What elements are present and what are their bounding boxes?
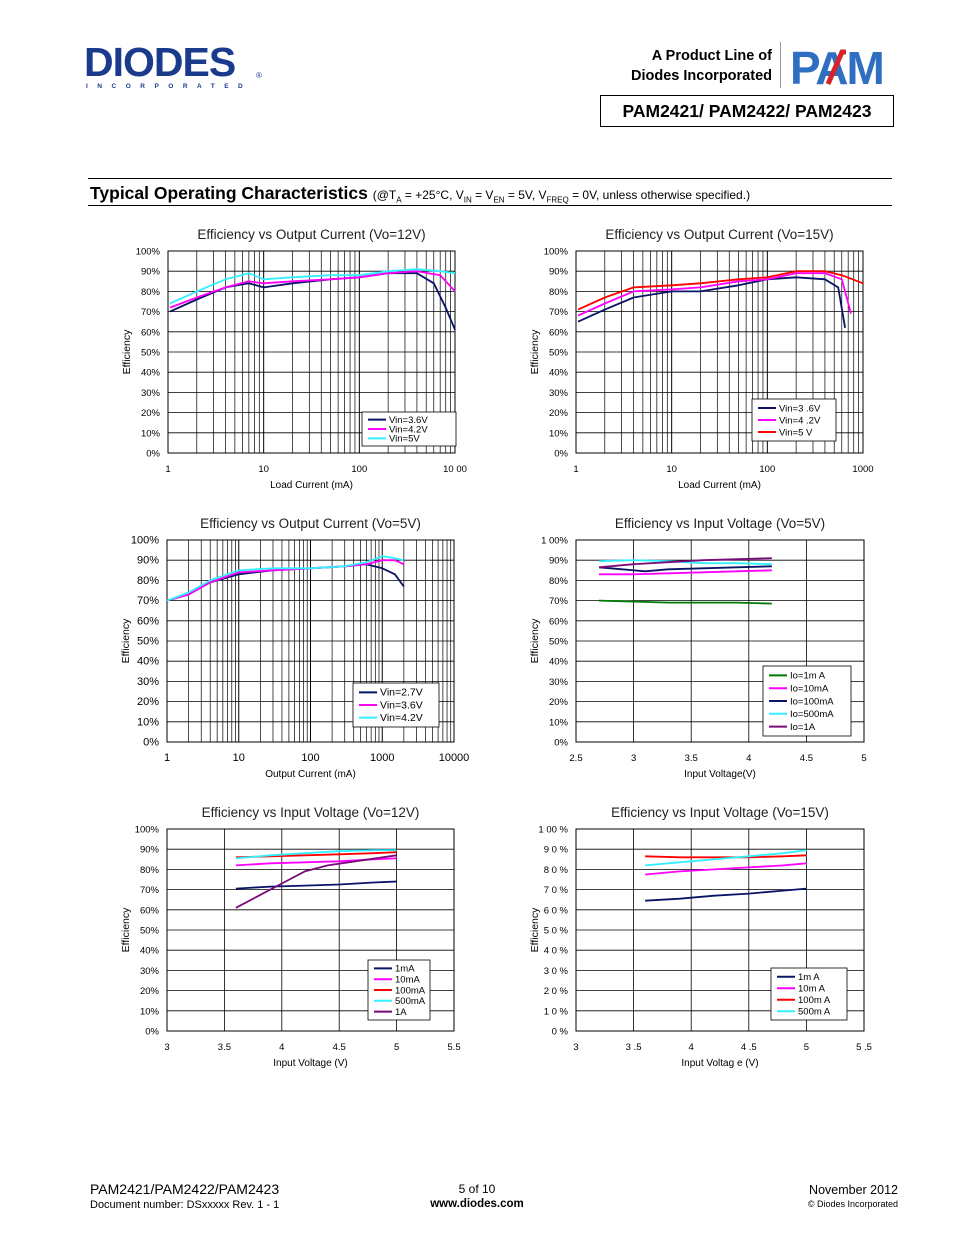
footer-part: PAM2421/PAM2422/PAM2423	[90, 1181, 280, 1197]
y-tick-label: 10%	[140, 428, 160, 440]
x-axis-label: Output Current (mA)	[265, 769, 356, 780]
y-tick-label: 90%	[136, 554, 159, 567]
y-tick-label: 7 0 %	[543, 885, 568, 897]
legend-label: Vin=5 V	[779, 427, 813, 439]
x-tick-label: 3.5	[684, 753, 698, 764]
y-tick-label: 10%	[548, 428, 568, 440]
y-tick-label: 80%	[140, 286, 160, 298]
legend-label: Vin=5V	[389, 433, 420, 445]
footer-date: November 2012	[809, 1183, 898, 1197]
y-tick-label: 10%	[136, 716, 159, 729]
legend-label: 1mA	[395, 963, 415, 975]
y-tick-label: 50%	[139, 925, 159, 937]
y-tick-label: 0%	[554, 448, 568, 460]
legend-label: Vin=3.6V	[389, 414, 428, 426]
chart-legend	[353, 683, 439, 727]
y-tick-label: 20%	[140, 408, 160, 420]
y-tick-label: 9 0 %	[543, 844, 568, 856]
chart-3	[120, 516, 469, 780]
chart-legend	[763, 666, 851, 736]
legend-label: Io=1A	[790, 721, 816, 733]
y-tick-label: 1 0 %	[543, 1006, 568, 1018]
x-tick-label: 2.5	[569, 753, 583, 764]
x-axis-label: Load Current (mA)	[678, 480, 761, 491]
y-axis-label: Efficiency	[529, 907, 541, 953]
legend-label: 1A	[395, 1006, 407, 1018]
x-tick-label: 3	[164, 1042, 170, 1053]
x-tick-label: 10000	[438, 752, 470, 764]
y-tick-label: 60%	[140, 327, 160, 339]
diodes-logo-text: DIODES	[84, 40, 236, 85]
legend-label: Vin=4 .2V	[779, 415, 821, 427]
x-tick-label: 10	[258, 464, 269, 475]
x-tick-label: 1	[165, 464, 171, 475]
x-tick-label: 5 .5	[856, 1042, 872, 1053]
chart-title: Efficiency vs Input Voltage (Vo=12V)	[201, 805, 420, 820]
pam-logo-text: PAM	[790, 44, 883, 88]
x-tick-label: 3	[573, 1042, 579, 1053]
y-tick-label: 0%	[145, 1026, 159, 1038]
y-tick-label: 100%	[543, 246, 568, 258]
x-axis-label: Input Voltag e (V)	[681, 1058, 759, 1069]
x-tick-label: 100	[759, 464, 776, 475]
chart-legend	[362, 412, 456, 446]
y-tick-label: 20%	[139, 986, 159, 998]
y-axis-label: Efficiency	[529, 329, 541, 375]
x-tick-label: 10	[232, 752, 245, 764]
x-tick-label: 3	[630, 753, 637, 764]
x-tick-label: 4	[688, 1042, 694, 1053]
y-tick-label: 0 %	[551, 1026, 568, 1038]
x-tick-label: 4.5	[799, 753, 814, 764]
chart-title: Efficiency vs Output Current (Vo=5V)	[200, 516, 421, 531]
y-tick-label: 100%	[135, 246, 160, 258]
y-tick-label: 90%	[548, 555, 568, 567]
y-tick-label: 50%	[140, 347, 160, 359]
legend-label: Vin=4.2V	[389, 424, 428, 436]
y-tick-label: 80%	[548, 286, 568, 298]
y-tick-label: 90%	[139, 844, 159, 856]
x-tick-label: 3.5	[217, 1042, 232, 1053]
x-tick-label: 5	[861, 753, 867, 764]
footer-url-link[interactable]: www.diodes.com	[430, 1198, 524, 1210]
y-tick-label: 70%	[548, 307, 568, 319]
x-axis-label: Input Voltage (V)	[273, 1058, 348, 1069]
y-tick-label: 90%	[548, 266, 568, 278]
chart-4	[529, 516, 867, 780]
y-axis-label: Efficiency	[120, 907, 132, 953]
legend-label: 10mA	[395, 974, 420, 986]
chart-title: Efficiency vs Input Voltage (Vo=5V)	[614, 516, 826, 531]
y-tick-label: 60%	[548, 327, 568, 339]
y-tick-label: 6 0 %	[543, 905, 568, 917]
y-tick-label: 30%	[140, 387, 160, 399]
x-tick-label: 10 00	[443, 464, 467, 475]
x-tick-label: 1000	[852, 464, 874, 475]
y-tick-label: 80%	[139, 864, 159, 876]
footer-copyright: © Diodes Incorporated	[807, 1199, 898, 1209]
chart-2	[529, 227, 874, 491]
section-title-text: Typical Operating Characteristics	[90, 183, 368, 203]
y-tick-label: 0%	[146, 448, 160, 460]
legend-label: Io=500mA	[790, 709, 834, 721]
y-axis-label: Efficiency	[120, 618, 132, 664]
legend-label: 100m A	[798, 995, 831, 1007]
y-tick-label: 70%	[139, 885, 159, 897]
x-tick-label: 100	[301, 752, 320, 764]
y-tick-label: 100%	[134, 824, 159, 836]
y-tick-label: 10%	[548, 717, 568, 729]
y-tick-label: 60%	[548, 616, 568, 628]
y-tick-label: 30%	[548, 676, 568, 688]
y-tick-label: 40%	[548, 367, 568, 379]
y-tick-label: 60%	[136, 615, 159, 628]
y-tick-label: 40%	[136, 655, 159, 668]
legend-label: Vin=2.7V	[380, 686, 423, 699]
chart-legend	[771, 968, 847, 1020]
y-tick-label: 4 0 %	[543, 945, 568, 957]
x-axis-label: Load Current (mA)	[270, 480, 353, 491]
y-tick-label: 20%	[548, 697, 568, 709]
y-tick-label: 0%	[143, 736, 159, 749]
registered-mark: ®	[256, 71, 262, 80]
y-tick-label: 20%	[136, 696, 159, 709]
footer-doc-number: Document number: DSxxxxx Rev. 1 - 1	[90, 1199, 280, 1211]
y-tick-label: 40%	[548, 656, 568, 668]
y-axis-label: Efficiency	[529, 618, 541, 664]
legend-label: Io=1m A	[790, 670, 826, 682]
y-tick-label: 3 0 %	[543, 965, 568, 977]
y-tick-label: 70%	[140, 307, 160, 319]
y-tick-label: 5 0 %	[543, 925, 568, 937]
y-tick-label: 30%	[139, 965, 159, 977]
x-tick-label: 4 .5	[740, 1042, 757, 1053]
y-tick-label: 100%	[130, 534, 159, 547]
x-tick-label: 1000	[370, 752, 395, 764]
chart-title: Efficiency vs Output Current (Vo=15V)	[605, 227, 834, 242]
x-tick-label: 5.5	[447, 1042, 461, 1053]
y-tick-label: 10%	[139, 1006, 159, 1018]
legend-label: Vin=3.6V	[380, 699, 423, 712]
diodes-logo-subtext: INCORPORATED	[86, 83, 253, 90]
y-tick-label: 40%	[140, 367, 160, 379]
chart-1	[121, 227, 467, 491]
y-tick-label: 50%	[136, 635, 159, 648]
y-tick-label: 20%	[548, 408, 568, 420]
legend-label: 1m A	[798, 972, 820, 984]
x-tick-label: 1	[573, 464, 579, 475]
product-line-1: A Product Line of	[651, 48, 772, 64]
chart-6	[529, 805, 872, 1069]
legend-label: 500m A	[798, 1006, 831, 1018]
y-tick-label: 30%	[136, 675, 159, 688]
y-tick-label: 60%	[139, 905, 159, 917]
chart-legend	[752, 399, 836, 441]
y-tick-label: 70%	[548, 596, 568, 608]
x-tick-label: 4	[279, 1042, 285, 1053]
legend-label: 100mA	[395, 985, 426, 997]
y-tick-label: 1 00 %	[538, 824, 568, 836]
y-tick-label: 0%	[554, 737, 568, 749]
legend-label: Vin=3 .6V	[779, 403, 821, 415]
section-conditions: ($@T_A = +25^\circ C$, $V_{IN} = V_{EN} = 5V$, $V_{FREQ} = 0V$, unless otherwise specified.)	[372, 188, 751, 205]
x-tick-label: 100	[351, 464, 368, 475]
y-tick-label: 80%	[548, 575, 568, 587]
x-tick-label: 4.5	[332, 1042, 346, 1053]
product-line-2: Diodes Incorporated	[631, 68, 772, 84]
x-tick-label: 3 .5	[625, 1042, 642, 1053]
footer-page: 5 of 10	[458, 1182, 496, 1196]
legend-label: Io=10mA	[790, 683, 829, 695]
y-tick-label: 50%	[548, 347, 568, 359]
x-tick-label: 1	[163, 752, 171, 764]
x-tick-label: 5	[803, 1042, 810, 1053]
legend-label: Vin=4.2V	[380, 711, 423, 724]
chart-legend	[368, 960, 430, 1020]
part-number-box: PAM2421/ PAM2422/ PAM2423	[600, 95, 894, 127]
chart-title: Efficiency vs Output Current (Vo=12V)	[197, 227, 426, 242]
y-tick-label: 90%	[140, 266, 160, 278]
y-tick-label: 70%	[136, 595, 159, 608]
x-axis-label: Input Voltage(V)	[684, 769, 756, 780]
y-tick-label: 50%	[548, 636, 568, 648]
y-tick-label: 2 0 %	[543, 986, 568, 998]
y-tick-label: 40%	[139, 945, 159, 957]
chart-title: Efficiency vs Input Voltage (Vo=15V)	[611, 805, 829, 820]
x-tick-label: 4	[746, 753, 752, 764]
legend-label: 500mA	[395, 996, 426, 1008]
legend-label: Io=100mA	[790, 696, 834, 708]
x-tick-label: 5	[393, 1042, 400, 1053]
legend-label: 10m A	[798, 983, 825, 995]
chart-5	[120, 805, 461, 1069]
y-tick-label: 1 00%	[541, 535, 568, 547]
y-tick-label: 30%	[548, 387, 568, 399]
y-tick-label: 8 0 %	[543, 864, 568, 876]
y-tick-label: 80%	[136, 574, 159, 587]
footer-right	[808, 1183, 898, 1209]
y-axis-label: Efficiency	[121, 329, 133, 375]
x-tick-label: 10	[666, 464, 677, 475]
